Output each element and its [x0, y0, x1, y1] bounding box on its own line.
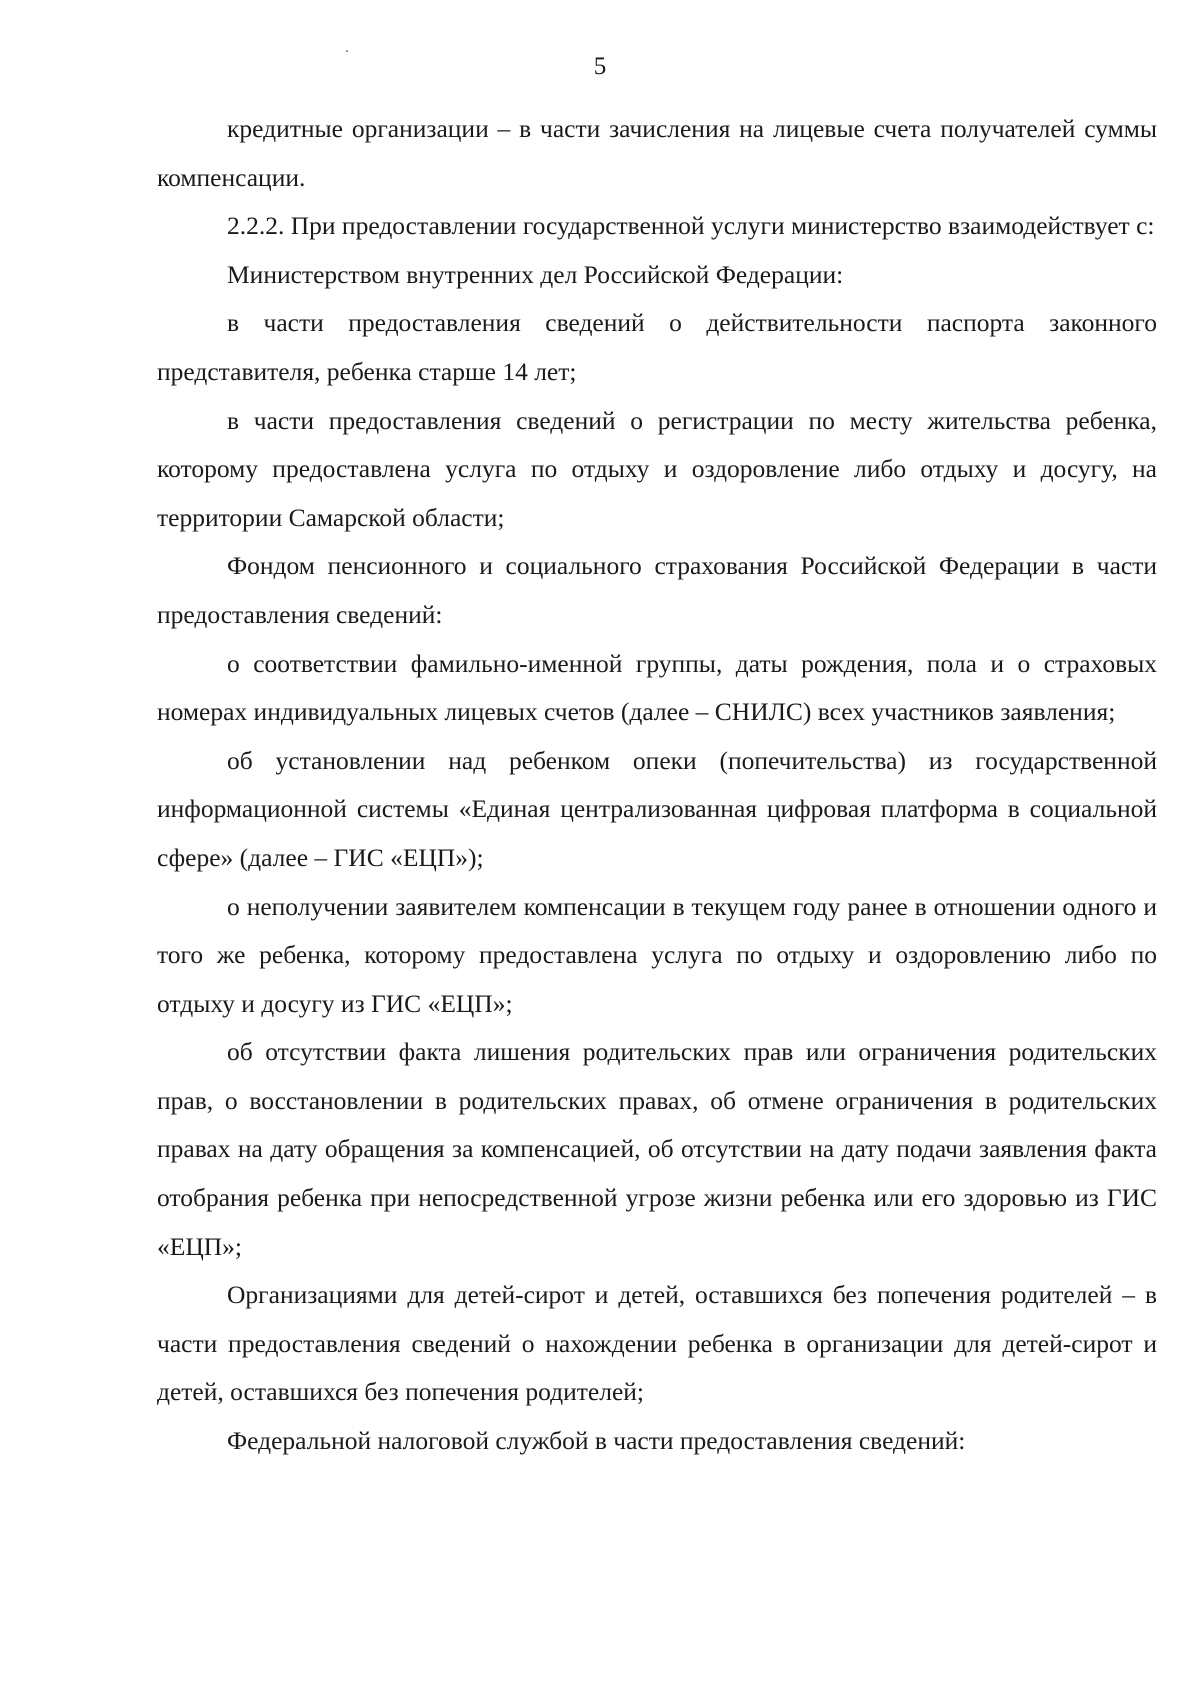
paragraph-2-2-2: 2.2.2. При предоставлении государственной услуги министерство взаимодействует с:: [227, 211, 1155, 241]
paragraph-guardianship: об установлении над ребенком опеки (попечительства) из государственной информационной системы «Единая централизованная цифровая платформа в социальной сфере» (далее – ГИС «ЕЦП»);: [157, 745, 1157, 872]
paragraph-orphan-organizations: Организациями для детей-сирот и детей, оставшихся без попечения родителей – в части предоставления сведений о нахождении ребенка в организации для детей-сирот и детей, оставшихся без попечения родителей;: [157, 1280, 1157, 1407]
document-body: [157, 105, 1157, 1466]
paragraph-pension-fund: Фондом пенсионного и социального страхования Российской Федерации в части предоставления сведений:: [157, 551, 1157, 629]
paragraph-tax-service: Федеральной налоговой службой в части предоставления сведений:: [227, 1426, 966, 1456]
paragraph-passport-validity: в части предоставления сведений о действительности паспорта законного представителя, ребенка старше 14 лет;: [157, 308, 1157, 386]
paragraph-registration: в части предоставления сведений о регистрации по месту жительства ребенка, которому предоставлена услуга по отдыху и оздоровление либо отдыху и досугу, на территории Самарской области;: [157, 405, 1157, 532]
paragraph-ministry-internal-affairs: Министерством внутренних дел Российской Федерации:: [227, 259, 844, 289]
paragraph-non-receipt: о неполучении заявителем компенсации в текущем году ранее в отношении одного и того же ребенка, которому предоставлена услуга по отдыху и оздоровлению либо по отдыху и досугу из ГИС «ЕЦП»;: [157, 891, 1157, 1018]
paragraph-credit-organizations: кредитные организации – в части зачисления на лицевые счета получателей суммы компенсации.: [157, 114, 1157, 192]
paragraph-parental-rights: об отсутствии факта лишения родительских прав или ограничения родительских прав, о восстановлении в родительских правах, об отмене ограничения в родительских правах на дату обращения за компенсацией, об отсутствии на дату подачи заявления факта отобрания ребенка при непосредственной угрозе жизни ребенка или его здоровью из ГИС «ЕЦП»;: [157, 1037, 1157, 1261]
paragraph-snils: о соответствии фамильно-именной группы, даты рождения, пола и о страховых номерах индивидуальных лицевых счетов (далее – СНИЛС) всех участников заявления;: [157, 648, 1157, 727]
page-number: 5: [593, 53, 607, 80]
